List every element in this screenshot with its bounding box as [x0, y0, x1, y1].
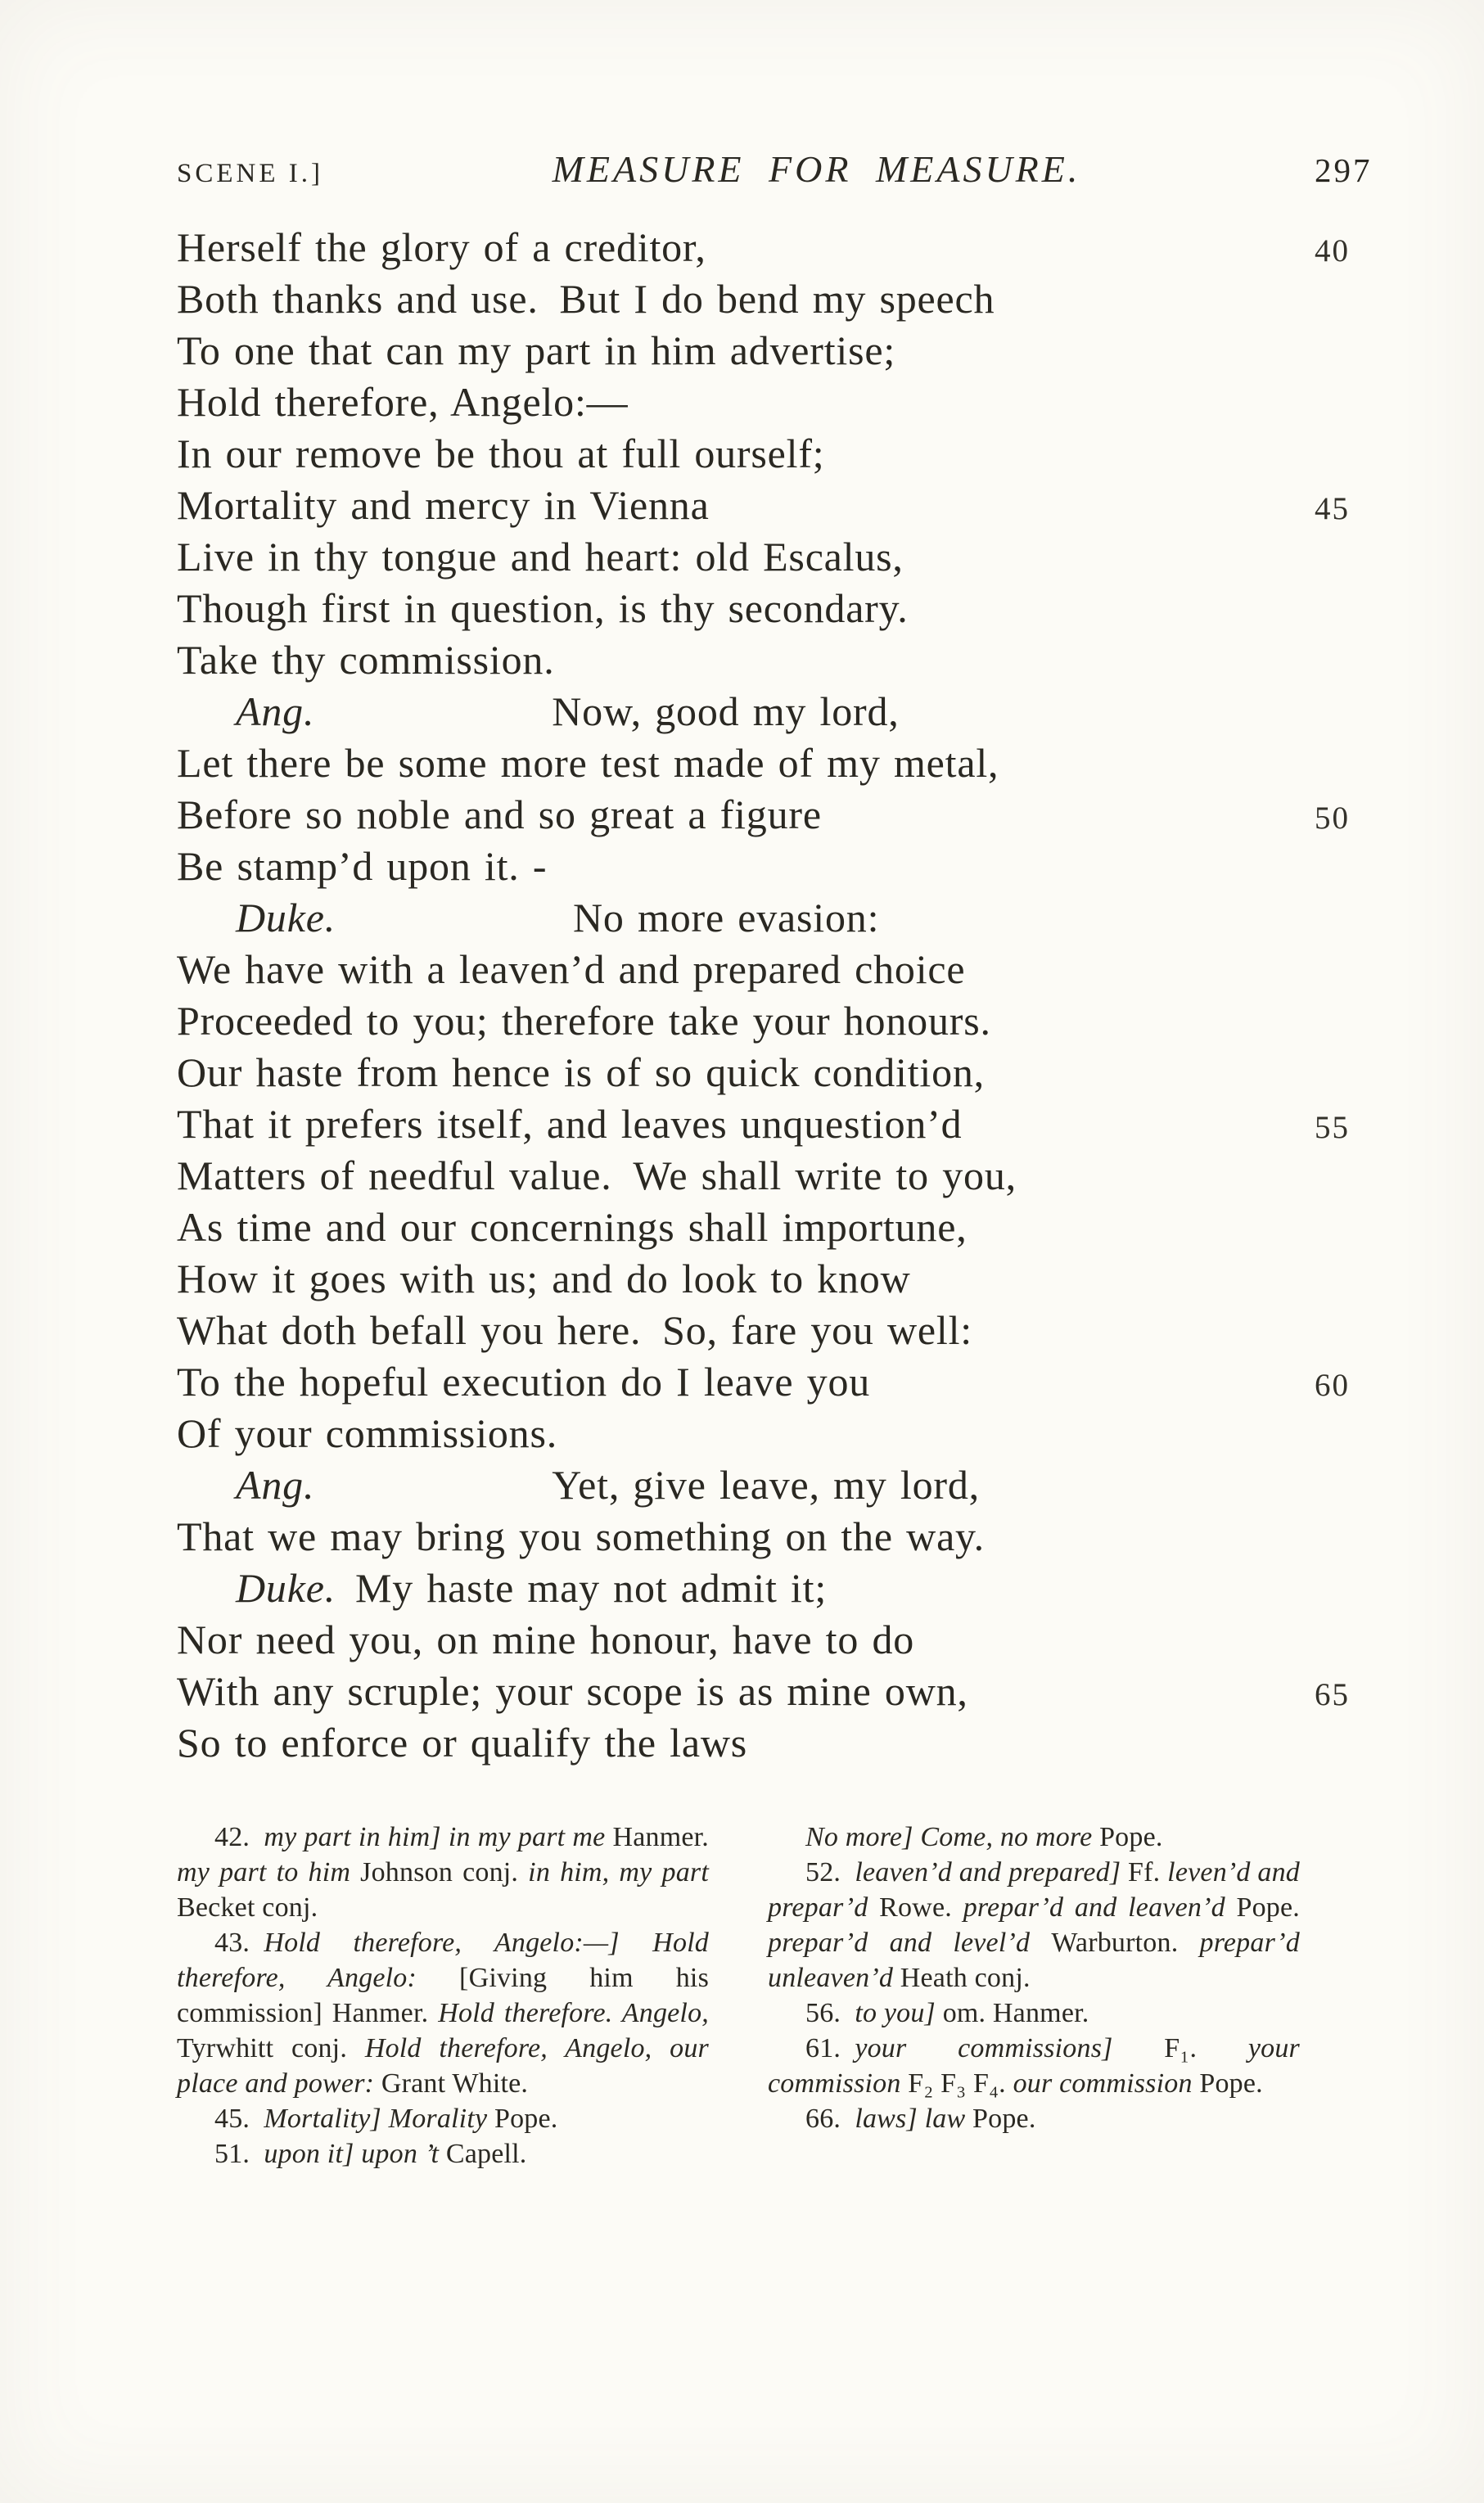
- verse-line-number: 50: [1315, 801, 1350, 836]
- verse-line-text: Of your commissions.: [177, 1410, 558, 1456]
- verse-line-text: We have with a leaven’d and prepared choice: [177, 946, 966, 992]
- verse-line-text: Before so noble and so great a figure: [177, 791, 822, 837]
- verse-line: [177, 273, 1406, 325]
- footnote-authority: Hanmer.: [612, 1822, 709, 1852]
- verse-line-number: 45: [1315, 491, 1350, 526]
- footnote-authority: Pope.: [1236, 1892, 1300, 1923]
- verse-line-text: Duke. No more evasion:: [236, 895, 880, 940]
- footnote-line-number: 52.: [805, 1857, 855, 1887]
- footnote-reading: our commission: [1013, 2068, 1200, 2099]
- verse-line-text: How it goes with us; and do look to know: [177, 1256, 911, 1301]
- verse-line: [177, 1047, 1406, 1098]
- verse-line-text: So to enforce or qualify the laws: [177, 1720, 747, 1766]
- verse-line: [177, 1356, 1406, 1408]
- footnote-reading: leaven’d and prepared]: [855, 1857, 1129, 1887]
- verse-line: [177, 1305, 1406, 1356]
- verse-line-text: Nor need you, on mine honour, have to do: [177, 1617, 915, 1662]
- verse-line-text: Both thanks and use. But I do bend my speech: [177, 276, 995, 322]
- verse-line-text: Herself the glory of a creditor,: [177, 224, 706, 270]
- footnote-reading: your: [1247, 2033, 1300, 2063]
- footnote: [177, 1925, 709, 2101]
- verse-line-text: Hold therefore, Angelo:—: [177, 379, 629, 425]
- verse-line: [177, 1408, 1406, 1459]
- footnote-authority: Pope.: [1099, 1822, 1163, 1852]
- verse-line-text: Ang. Now, good my lord,: [236, 688, 900, 734]
- footnote-line-number: 51.: [214, 2139, 264, 2169]
- verse-line-text: In our remove be thou at full ourself;: [177, 431, 825, 476]
- footnote-reading: upon it] upon ’t: [264, 2139, 446, 2169]
- footnote-reading: prepar’d and leaven’d: [963, 1892, 1237, 1923]
- footnotes-right-column: [768, 1820, 1300, 2172]
- footnote-line-number: 56.: [805, 1998, 855, 2028]
- footnote-reading: No more] Come, no more: [805, 1822, 1100, 1852]
- footnote-reading: commission: [768, 2068, 909, 2099]
- speaker-name: Ang.: [236, 688, 315, 734]
- verse-line-text: Mortality and mercy in Vienna: [177, 482, 710, 528]
- footnote-line-number: 61.: [805, 2033, 855, 2063]
- footnote-authority: Pope.: [494, 2104, 558, 2134]
- verse-line: [177, 377, 1406, 428]
- speaker-name: Ang.: [236, 1462, 315, 1508]
- verse-line: [177, 995, 1406, 1047]
- verse-line: [177, 1253, 1406, 1305]
- verse-line: [177, 892, 1406, 944]
- verse-line: [177, 480, 1406, 531]
- verse-line-text: Duke. My haste may not admit it;: [236, 1565, 828, 1611]
- footnote-authority: om. Hanmer.: [942, 1998, 1089, 2028]
- footnote: [177, 2101, 709, 2136]
- verse-line: [177, 789, 1406, 841]
- footnote-authority: Ff.: [1128, 1857, 1168, 1887]
- verse-line: [177, 841, 1406, 892]
- verse-line-text: With any scruple; your scope is as mine own,: [177, 1668, 968, 1714]
- verse-line-number: 40: [1315, 233, 1350, 268]
- verse-line-text: Ang. Yet, give leave, my lord,: [236, 1462, 980, 1508]
- verse-line: [177, 1202, 1406, 1253]
- footnote-line-number: 43.: [214, 1928, 264, 1958]
- verse-line-text: That we may bring you something on the way.: [177, 1513, 985, 1559]
- footnote: [768, 1855, 1300, 1996]
- verse-line-text: To one that can my part in him advertise;: [177, 327, 896, 373]
- verse-line: [177, 1511, 1406, 1563]
- footnote: [768, 2101, 1300, 2136]
- footnote: [177, 2136, 709, 2172]
- verse-line-text: To the hopeful execution do I leave you: [177, 1359, 871, 1405]
- footnote-authority: Pope.: [972, 2104, 1036, 2134]
- footnote: [768, 1996, 1300, 2031]
- footnotes-left-column: [177, 1820, 709, 2172]
- book-title: MEASURE FOR MEASURE.: [552, 148, 1081, 190]
- footnote-authority: F₂ F₃ F₄.: [908, 2068, 1013, 2099]
- footnote-authority: Becket conj.: [177, 1892, 318, 1923]
- footnote: [177, 1820, 709, 1925]
- verse-line-number: 55: [1315, 1110, 1350, 1145]
- footnote: [768, 2031, 1300, 2101]
- verse-line: [177, 634, 1406, 686]
- page-number: 297: [1315, 151, 1373, 189]
- footnote-reading: leven’d and prepar’d: [768, 1857, 1300, 1923]
- footnote-reading: my part to him: [177, 1857, 361, 1887]
- verse-line: [177, 686, 1406, 737]
- verse-line-text: Let there be some more test made of my metal,: [177, 740, 999, 786]
- footnote: [768, 1820, 1300, 1855]
- footnote-authority: Rowe.: [879, 1892, 963, 1923]
- verse-line: [177, 1666, 1406, 1717]
- footnote-reading: my part in him] in my part me: [264, 1822, 613, 1852]
- footnote-authority: [Giving him his commission] Hanmer.: [177, 1963, 710, 2028]
- verse-line: [177, 428, 1406, 480]
- footnote-reading: Hold therefore. Angelo,: [438, 1998, 709, 2028]
- verse-line-text: As time and our concernings shall importune,: [177, 1204, 968, 1250]
- footnote-reading: to you]: [855, 1998, 943, 2028]
- verse-line: [177, 325, 1406, 377]
- footnote-reading: prepar’d unleaven’d: [768, 1928, 1300, 1993]
- verse-line-number: 60: [1315, 1368, 1350, 1403]
- verse-line: [177, 1098, 1406, 1150]
- footnote-line-number: 45.: [214, 2104, 264, 2134]
- verse-line-text: Though first in question, is thy secondary.: [177, 585, 909, 631]
- footnote-line-number: 42.: [214, 1822, 264, 1852]
- speaker-name: Duke.: [236, 895, 336, 940]
- verse-line: [177, 1614, 1406, 1666]
- scene-label: SCENE I.]: [177, 159, 323, 188]
- footnote-authority: Johnson conj.: [360, 1857, 529, 1887]
- footnote-reading: Hold therefore, Angelo:—] Hold therefore, Angelo:: [177, 1928, 709, 1993]
- footnote-reading: Hold therefore, Angelo, our place and power:: [177, 2033, 709, 2099]
- footnote-authority: Grant White.: [381, 2068, 529, 2099]
- speaker-name: Duke.: [236, 1565, 336, 1611]
- footnote-reading: Mortality] Morality: [264, 2104, 494, 2134]
- verse-line-text: Be stamp’d upon it. -: [177, 843, 548, 889]
- verse-line: [177, 222, 1406, 273]
- footnote-reading: prepar’d and level’d: [768, 1928, 1052, 1958]
- verse-line-text: That it prefers itself, and leaves unquestion’d: [177, 1101, 963, 1147]
- footnote-authority: F₁.: [1164, 2033, 1248, 2063]
- footnote-authority: Tyrwhitt conj.: [177, 2033, 365, 2063]
- footnotes-section: [177, 1820, 1484, 2172]
- verse-line: [177, 1459, 1406, 1511]
- footnote-reading: your commissions]: [855, 2033, 1165, 2063]
- verse-line-text: What doth befall you here. So, fare you well:: [177, 1307, 972, 1353]
- verse-block: [177, 222, 1484, 1769]
- verse-line-text: Proceeded to you; therefore take your honours.: [177, 998, 991, 1044]
- verse-line: [177, 944, 1406, 995]
- verse-line-text: Take thy commission.: [177, 637, 555, 683]
- verse-line: [177, 583, 1406, 634]
- footnote-authority: Heath conj.: [900, 1963, 1031, 1993]
- verse-line-text: Matters of needful value. We shall write to you,: [177, 1152, 1017, 1198]
- verse-line: [177, 1717, 1406, 1769]
- footnote-reading: in him, my part: [528, 1857, 709, 1887]
- footnote-authority: Warburton.: [1051, 1928, 1200, 1958]
- footnote-authority: Capell.: [445, 2139, 527, 2169]
- verse-line-text: Our haste from hence is of so quick condition,: [177, 1049, 985, 1095]
- verse-line: [177, 737, 1406, 789]
- footnote-authority: Pope.: [1199, 2068, 1263, 2099]
- verse-line-number: 65: [1315, 1677, 1350, 1712]
- footnote-line-number: 66.: [805, 2104, 855, 2134]
- verse-line: [177, 1150, 1406, 1202]
- verse-line: [177, 531, 1406, 583]
- verse-line-text: Live in thy tongue and heart: old Escalus,: [177, 534, 904, 580]
- verse-line: [177, 1563, 1406, 1614]
- footnote-reading: laws] law: [855, 2104, 973, 2134]
- running-head: [177, 147, 1406, 191]
